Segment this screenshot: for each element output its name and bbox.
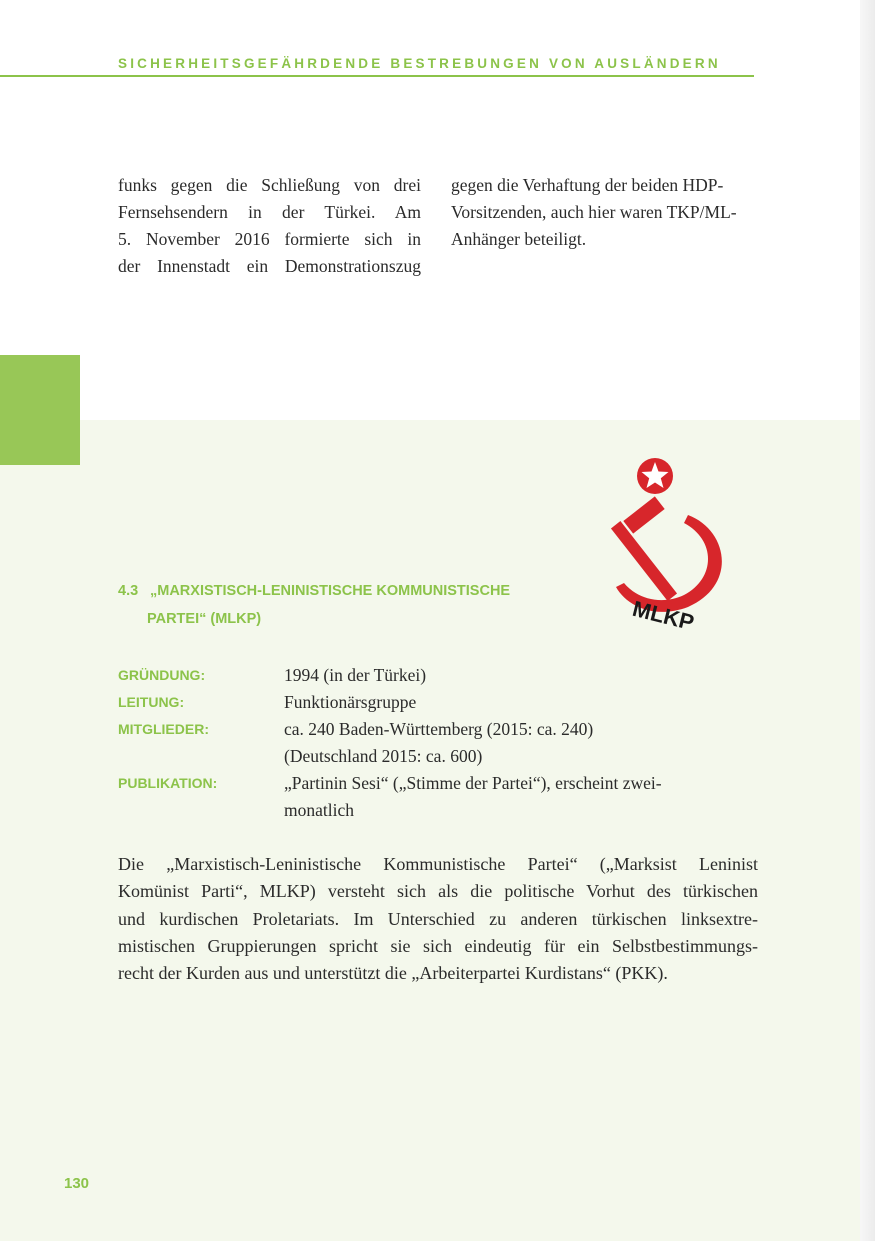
fact-value-line: (Deutschland 2015: ca. 600) xyxy=(284,746,483,766)
fact-label: PUBLIKATION: xyxy=(118,775,218,791)
text-line: und kurdischen Proletariats. Im Unterschied zu anderen türkischen linksextre- xyxy=(118,908,758,929)
text-line: gegen die Verhaftung der beiden HDP- xyxy=(451,175,724,195)
header-rule xyxy=(0,75,754,77)
fact-value-line: monatlich xyxy=(284,800,354,820)
fact-label: LEITUNG: xyxy=(118,694,185,710)
fact-value xyxy=(284,662,758,689)
text-line: funks gegen die Schließung von drei xyxy=(118,175,421,195)
fact-value-line: 1994 (in der Türkei) xyxy=(284,665,427,685)
section-title-line1: „MARXISTISCH-LENINISTISCHE KOMMUNISTISCHE xyxy=(150,583,511,599)
intro-column-left xyxy=(118,172,421,280)
body-paragraph xyxy=(118,851,758,987)
text-line: 5. November 2016 formierte sich in xyxy=(118,229,421,249)
section-title-line2: PARTEI“ (MLKP) xyxy=(147,611,262,627)
text-line: Fernsehsendern in der Türkei. Am xyxy=(118,202,421,222)
fact-value xyxy=(284,716,758,770)
facts-table xyxy=(118,662,758,824)
text-line: Komünist Parti“, MLKP) versteht sich als die politische Vorhut des türkischen xyxy=(118,881,758,902)
text-line: der Innenstadt ein Demonstrationszug xyxy=(118,256,421,276)
fact-row-publikation xyxy=(118,770,758,824)
text-line: Vorsitzenden, auch hier waren TKP/ML- xyxy=(451,202,737,222)
fact-row-gruendung xyxy=(118,662,758,689)
section-marker-block xyxy=(0,355,80,465)
logo-text: MLKP xyxy=(630,595,697,636)
fact-row-mitglieder xyxy=(118,716,758,770)
text-line: recht der Kurden aus und unterstützt die „Arbeiterpartei Kurdistans“ (PKK). xyxy=(118,963,668,984)
text-line: Die „Marxistisch-Leninistische Kommunistische Partei“ („Marksist Leninist xyxy=(118,854,758,874)
running-head: SICHERHEITSGEFÄHRDENDE BESTREBUNGEN VON AUSLÄNDERN xyxy=(118,56,721,71)
page-number: 130 xyxy=(64,1175,90,1192)
section-number: 4.3 xyxy=(118,583,139,599)
section-background-margin xyxy=(0,465,80,1241)
text-line: mistischen Gruppierungen spricht sie sich eindeutig für ein Selbstbestimmungs- xyxy=(118,935,758,956)
mlkp-logo xyxy=(588,445,753,640)
intro-column-right xyxy=(451,172,756,253)
fact-label: GRÜNDUNG: xyxy=(118,667,206,683)
fact-value-line: „Partinin Sesi“ („Stimme der Partei“), erscheint zwei- xyxy=(284,773,662,793)
fact-value-line: Funktionärsgruppe xyxy=(284,692,417,712)
fact-label: MITGLIEDER: xyxy=(118,721,209,737)
fact-value-line: ca. 240 Baden-Württemberg (2015: ca. 240) xyxy=(284,719,594,739)
page-edge-strip xyxy=(860,0,875,1241)
fact-row-leitung xyxy=(118,689,758,716)
fact-value xyxy=(284,689,758,716)
fact-value xyxy=(284,770,758,824)
section-heading xyxy=(118,577,588,633)
text-line: Anhänger beteiligt. xyxy=(451,229,587,249)
